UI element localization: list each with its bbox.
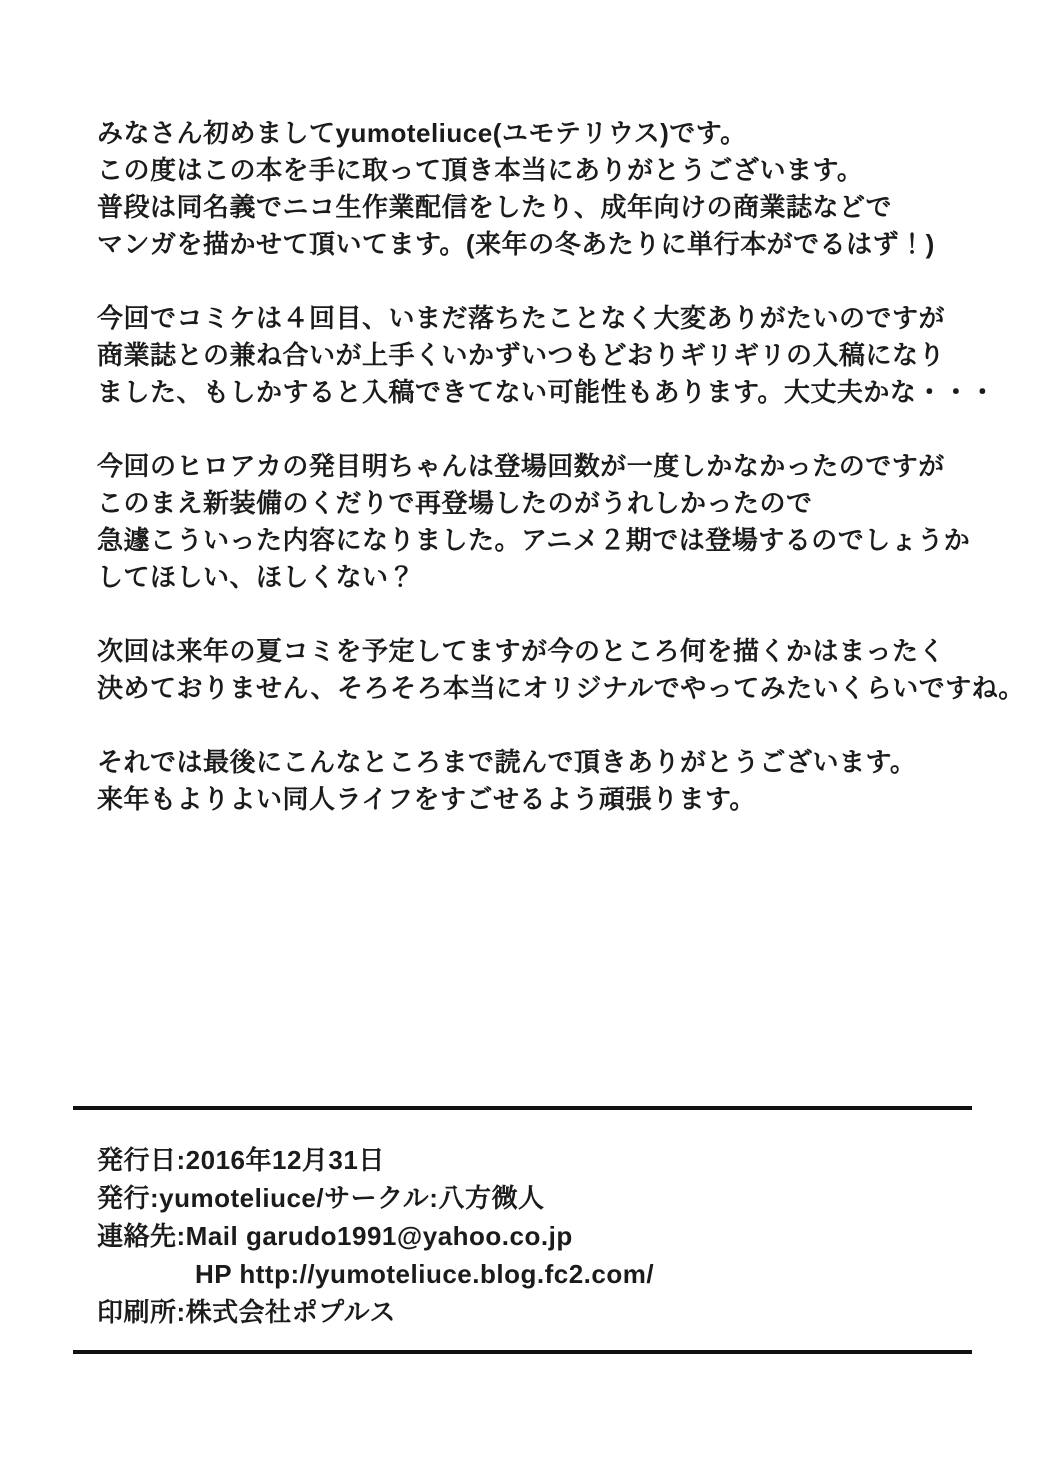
colophon: [97, 1141, 1010, 1331]
afterword-line: 今回でコミケは４回目、いまだ落ちたことなく大変ありがたいのですが: [97, 303, 946, 333]
afterword-line: ました、もしかすると入稿できてない可能性もあります。大丈夫かな・・・: [97, 377, 996, 407]
afterword-line: 普段は同名義でニコ生作業配信をしたり、成年向けの商業誌などで: [97, 192, 893, 222]
colophon-printer: 印刷所:株式会社ポプルス: [97, 1297, 396, 1327]
afterword-paragraph: [97, 633, 1025, 707]
colophon-publish-date: 発行日:2016年12月31日: [97, 1145, 385, 1175]
afterword-text: [97, 115, 1025, 855]
colophon-homepage-url: HP http://yumoteliuce.blog.fc2.com/: [195, 1259, 655, 1289]
afterword-line: 次回は来年の夏コミを予定してますが今のところ何を描くかはまったく: [97, 636, 946, 666]
afterword-paragraph: [97, 300, 1010, 411]
afterword-line: 決めておりません、そろそろ本当にオリジナルでやってみたいくらいですね。: [97, 673, 1025, 703]
afterword-paragraph: [97, 115, 1010, 263]
afterword-line: してほしい、ほしくない？: [97, 562, 416, 592]
afterword-line: 今回のヒロアカの発目明ちゃんは登場回数が一度しかなかったのですが: [97, 451, 945, 481]
afterword-line: このまえ新装備のくだりで再登場したのがうれしかったので: [97, 488, 813, 518]
afterword-line: 来年もよりよい同人ライフをすごせるよう頑張ります。: [97, 784, 756, 814]
afterword-line: みなさん初めましてyumoteliuce(ユモテリウス)です。: [97, 118, 747, 148]
afterword-line: 急遽こういった内容になりました。アニメ２期では登場するのでしょうか: [97, 525, 971, 555]
afterword-line: それでは最後にこんなところまで読んで頂きありがとうございます。: [97, 747, 917, 777]
colophon-top-divider: [73, 1106, 972, 1110]
afterword-line: 商業誌との兼ね合いが上手くいかずいつもどおりギリギリの入稿になり: [97, 340, 946, 370]
afterword-line: マンガを描かせて頂いてます。(来年の冬あたりに単行本がでるはず！): [97, 229, 935, 259]
colophon-publisher-circle: 発行:yumoteliuce/サークル:八方微人: [97, 1183, 545, 1213]
afterword-paragraph: [97, 744, 1010, 818]
colophon-contact-mail: 連絡先:Mail garudo1991@yahoo.co.jp: [97, 1221, 573, 1251]
afterword-paragraph: [97, 448, 1010, 596]
afterword-line: この度はこの本を手に取って頂き本当にありがとうございます。: [97, 155, 864, 185]
colophon-bottom-divider: [73, 1350, 972, 1354]
